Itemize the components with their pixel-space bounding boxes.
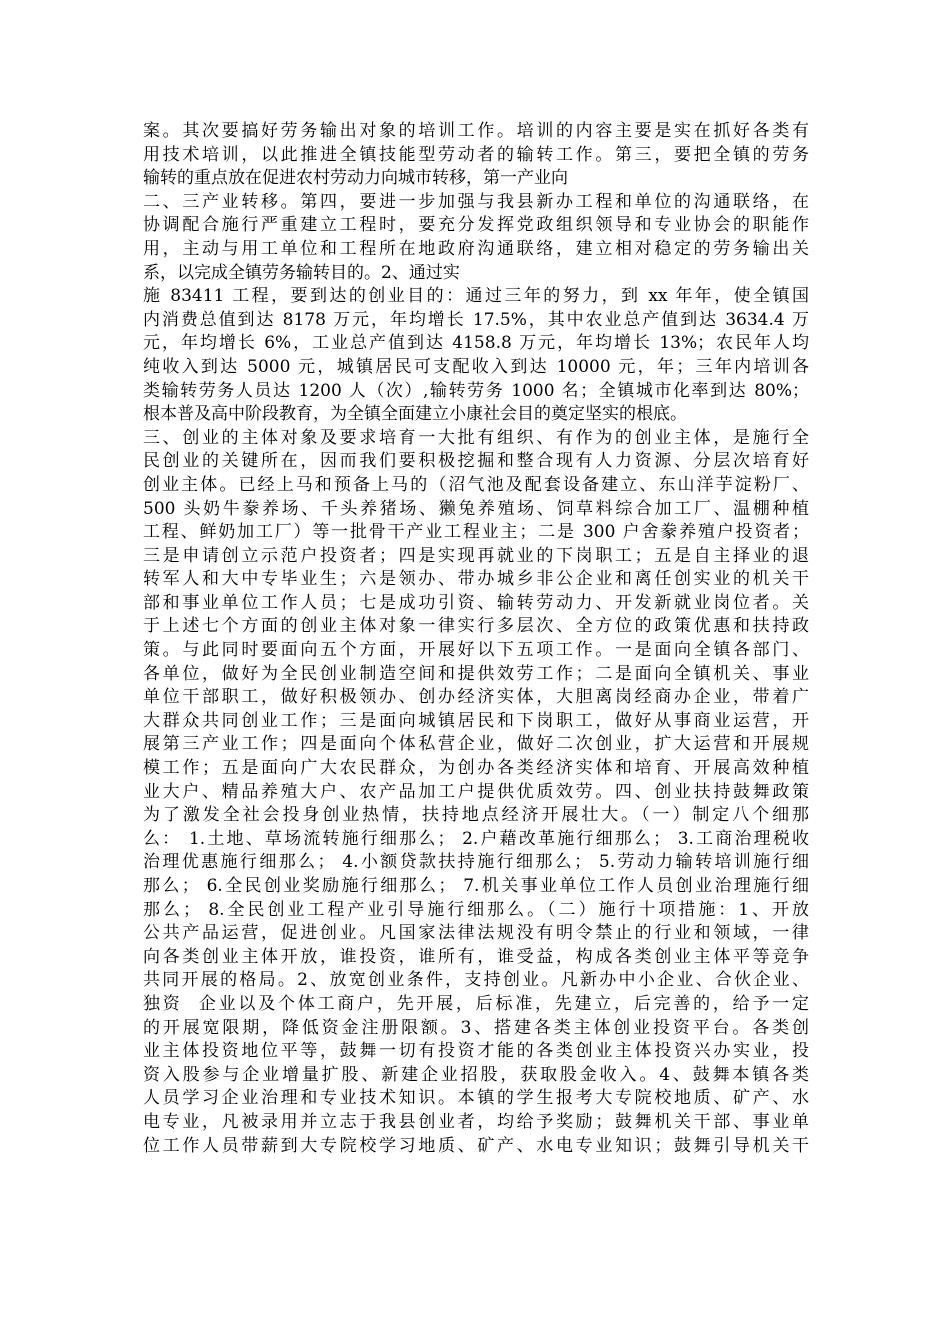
text-line: 根本普及高中阶段教育，为全镇全面建立小康社会目的奠定坚实的根底。 bbox=[143, 404, 687, 425]
text-line: 施 83411 工程，要到达的创业目的：通过三年的努力，到 xx 年年，使全镇国 bbox=[143, 286, 809, 307]
text-line: 内消费总值到达 8178 万元，年均增长 17.5%，其中农业总产值到达 3634.4 万 bbox=[143, 309, 809, 330]
text-line: 么： 1.土地、草场流转施行细那么； 2.户藉改革施行细那么； 3.工商治理税收 bbox=[143, 828, 809, 849]
text-line: 民创业的关键所在，因而我们要积极挖掘和整合现有人力资源、分层次培育好 bbox=[143, 451, 809, 472]
text-line: 策。与此同时要面向五个方面，开展好以下五项工作。一是面向全镇各部门、 bbox=[143, 640, 809, 661]
text-line: 大群众共同创业工作；三是面向城镇居民和下岗职工，做好从事商业运营，开 bbox=[143, 710, 809, 731]
text-line: 业大户、精品养殖大户、农产品加工户提供优质效劳。四、创业扶持鼓舞政策 bbox=[143, 781, 809, 802]
text-line: 人员学习企业治理和专业技术知识。本镇的学生报考大专院校地质、矿产、水 bbox=[143, 1088, 809, 1109]
text-line: 系，以完成全镇劳务输转目的。2、通过实 bbox=[143, 262, 460, 283]
text-line: 模工作；五是面向广大农民群众，为创办各类经济实体和培育、开展高效种植 bbox=[143, 758, 809, 779]
text-line: 展第三产业工作；四是面向个体私营企业，做好二次创业，扩大运营和开展规 bbox=[143, 734, 809, 755]
text-line: 转军人和大中专毕业生；六是领办、带办城乡非公企业和离任创实业的机关干 bbox=[143, 569, 809, 590]
text-line: 共同开展的格局。2、放宽创业条件，支持创业。凡新办中小企业、合伙企业、 bbox=[143, 970, 809, 991]
text-line: 电专业，凡被录用并立志于我县创业者，均给予奖励；鼓舞机关干部、事业单 bbox=[143, 1111, 809, 1132]
text-line: 为了激发全社会投身创业热情，扶持地点经济开展壮大。（一）制定八个细那 bbox=[143, 805, 809, 826]
text-line: 创业主体。已经上马和预备上马的（沼气池及配套设备建立、东山洋芋淀粉厂、 bbox=[143, 474, 809, 495]
text-line: 输转的重点放在促进农村劳动力向城市转移，第一产业向 bbox=[143, 168, 568, 189]
text-line: 部和事业单位工作人员；七是成功引资、输转劳动力、开发新就业岗位者。关 bbox=[143, 592, 809, 613]
text-line: 工程、鲜奶加工厂）等一批骨干产业工程业主；二是 300 户舍豢养殖户投资者； bbox=[143, 522, 809, 543]
text-line: 类输转劳务人员达 1200 人（次）,输转劳务 1000 名；全镇城市化率到达 80%； bbox=[143, 380, 809, 401]
text-line: 二、三产业转移。第四，要进一步加强与我县新办工程和单位的沟通联络，在 bbox=[143, 191, 809, 212]
text-line: 用，主动与用工单位和工程所在地政府沟通联络，建立相对稳定的劳务输出关 bbox=[143, 238, 809, 259]
text-line: 于上述七个方面的创业主体对象一律实行多层次、全方位的政策优惠和扶持政 bbox=[143, 616, 809, 637]
text-line: 那么； 8.全民创业工程产业引导施行细那么。（二）施行十项措施：1、开放 bbox=[143, 899, 809, 920]
text-line: 三是申请创立示范户投资者；四是实现再就业的下岗职工；五是自主择业的退 bbox=[143, 545, 809, 566]
text-line: 用技术培训，以此推进全镇技能型劳动者的输转工作。第三，要把全镇的劳务 bbox=[143, 144, 809, 165]
paragraph-4 bbox=[143, 427, 809, 1158]
text-line: 各单位，做好为全民创业制造空间和提供效劳工作；二是面向全镇机关、事业 bbox=[143, 663, 809, 684]
text-line: 向各类创业主体开放，谁投资，谁所有，谁受益，构成各类创业主体平等竞争 bbox=[143, 946, 809, 967]
text-line: 的开展宽限期，降低资金注册限额。3、搭建各类主体创业投资平台。各类创 bbox=[143, 1017, 809, 1038]
text-line: 那么； 6.全民创业奖励施行细那么； 7.机关事业单位工作人员创业治理施行细 bbox=[143, 876, 809, 896]
paragraph-3 bbox=[143, 285, 809, 427]
text-line: 治理优惠施行细那么； 4.小额贷款扶持施行细那么； 5.劳动力输转培训施行细 bbox=[143, 852, 809, 873]
text-line: 位工作人员带薪到大专院校学习地质、矿产、水电专业知识；鼓舞引导机关干 bbox=[143, 1135, 809, 1156]
text-line: 元，年均增长 6%，工业总产值到达 4158.8 万元，年均增长 13%；农民年人均 bbox=[143, 333, 809, 354]
text-line: 业主体投资地位平等，鼓舞一切有投资才能的各类创业主体投资兴办实业，投 bbox=[143, 1041, 809, 1062]
text-line: 三、创业的主体对象及要求培育一大批有组织、有作为的创业主体，是施行全 bbox=[143, 427, 809, 448]
document-body bbox=[143, 120, 809, 1158]
text-line: 单位干部职工，做好积极领办、创办经济实体，大胆离岗经商办企业，带着广 bbox=[143, 687, 809, 708]
text-line: 纯收入到达 5000 元，城镇居民可支配收入到达 10000 元，年；三年内培训各 bbox=[143, 356, 809, 377]
paragraph-2 bbox=[143, 191, 809, 285]
text-line: 500 头奶牛豢养场、千头养猪场、獭兔养殖场、饲草料综合加工厂、温棚种植 bbox=[143, 498, 809, 519]
text-line: 资入股参与企业增量扩股、新建企业招股，获取股金收入。4、鼓舞本镇各类 bbox=[143, 1064, 809, 1085]
text-line: 协调配合施行严重建立工程时，要充分发挥党政组织领导和专业协会的职能作 bbox=[143, 215, 809, 236]
text-line: 独资 企业以及个体工商户，先开展，后标准，先建立，后完善的，给予一定 bbox=[143, 993, 809, 1014]
paragraph-1 bbox=[143, 120, 809, 191]
text-line: 案。其次要搞好劳务输出对象的培训工作。培训的内容主要是实在抓好各类有 bbox=[143, 121, 809, 141]
text-line: 公共产品运营，促进创业。凡国家法律法规没有明令禁止的行业和领域，一律 bbox=[143, 923, 809, 944]
